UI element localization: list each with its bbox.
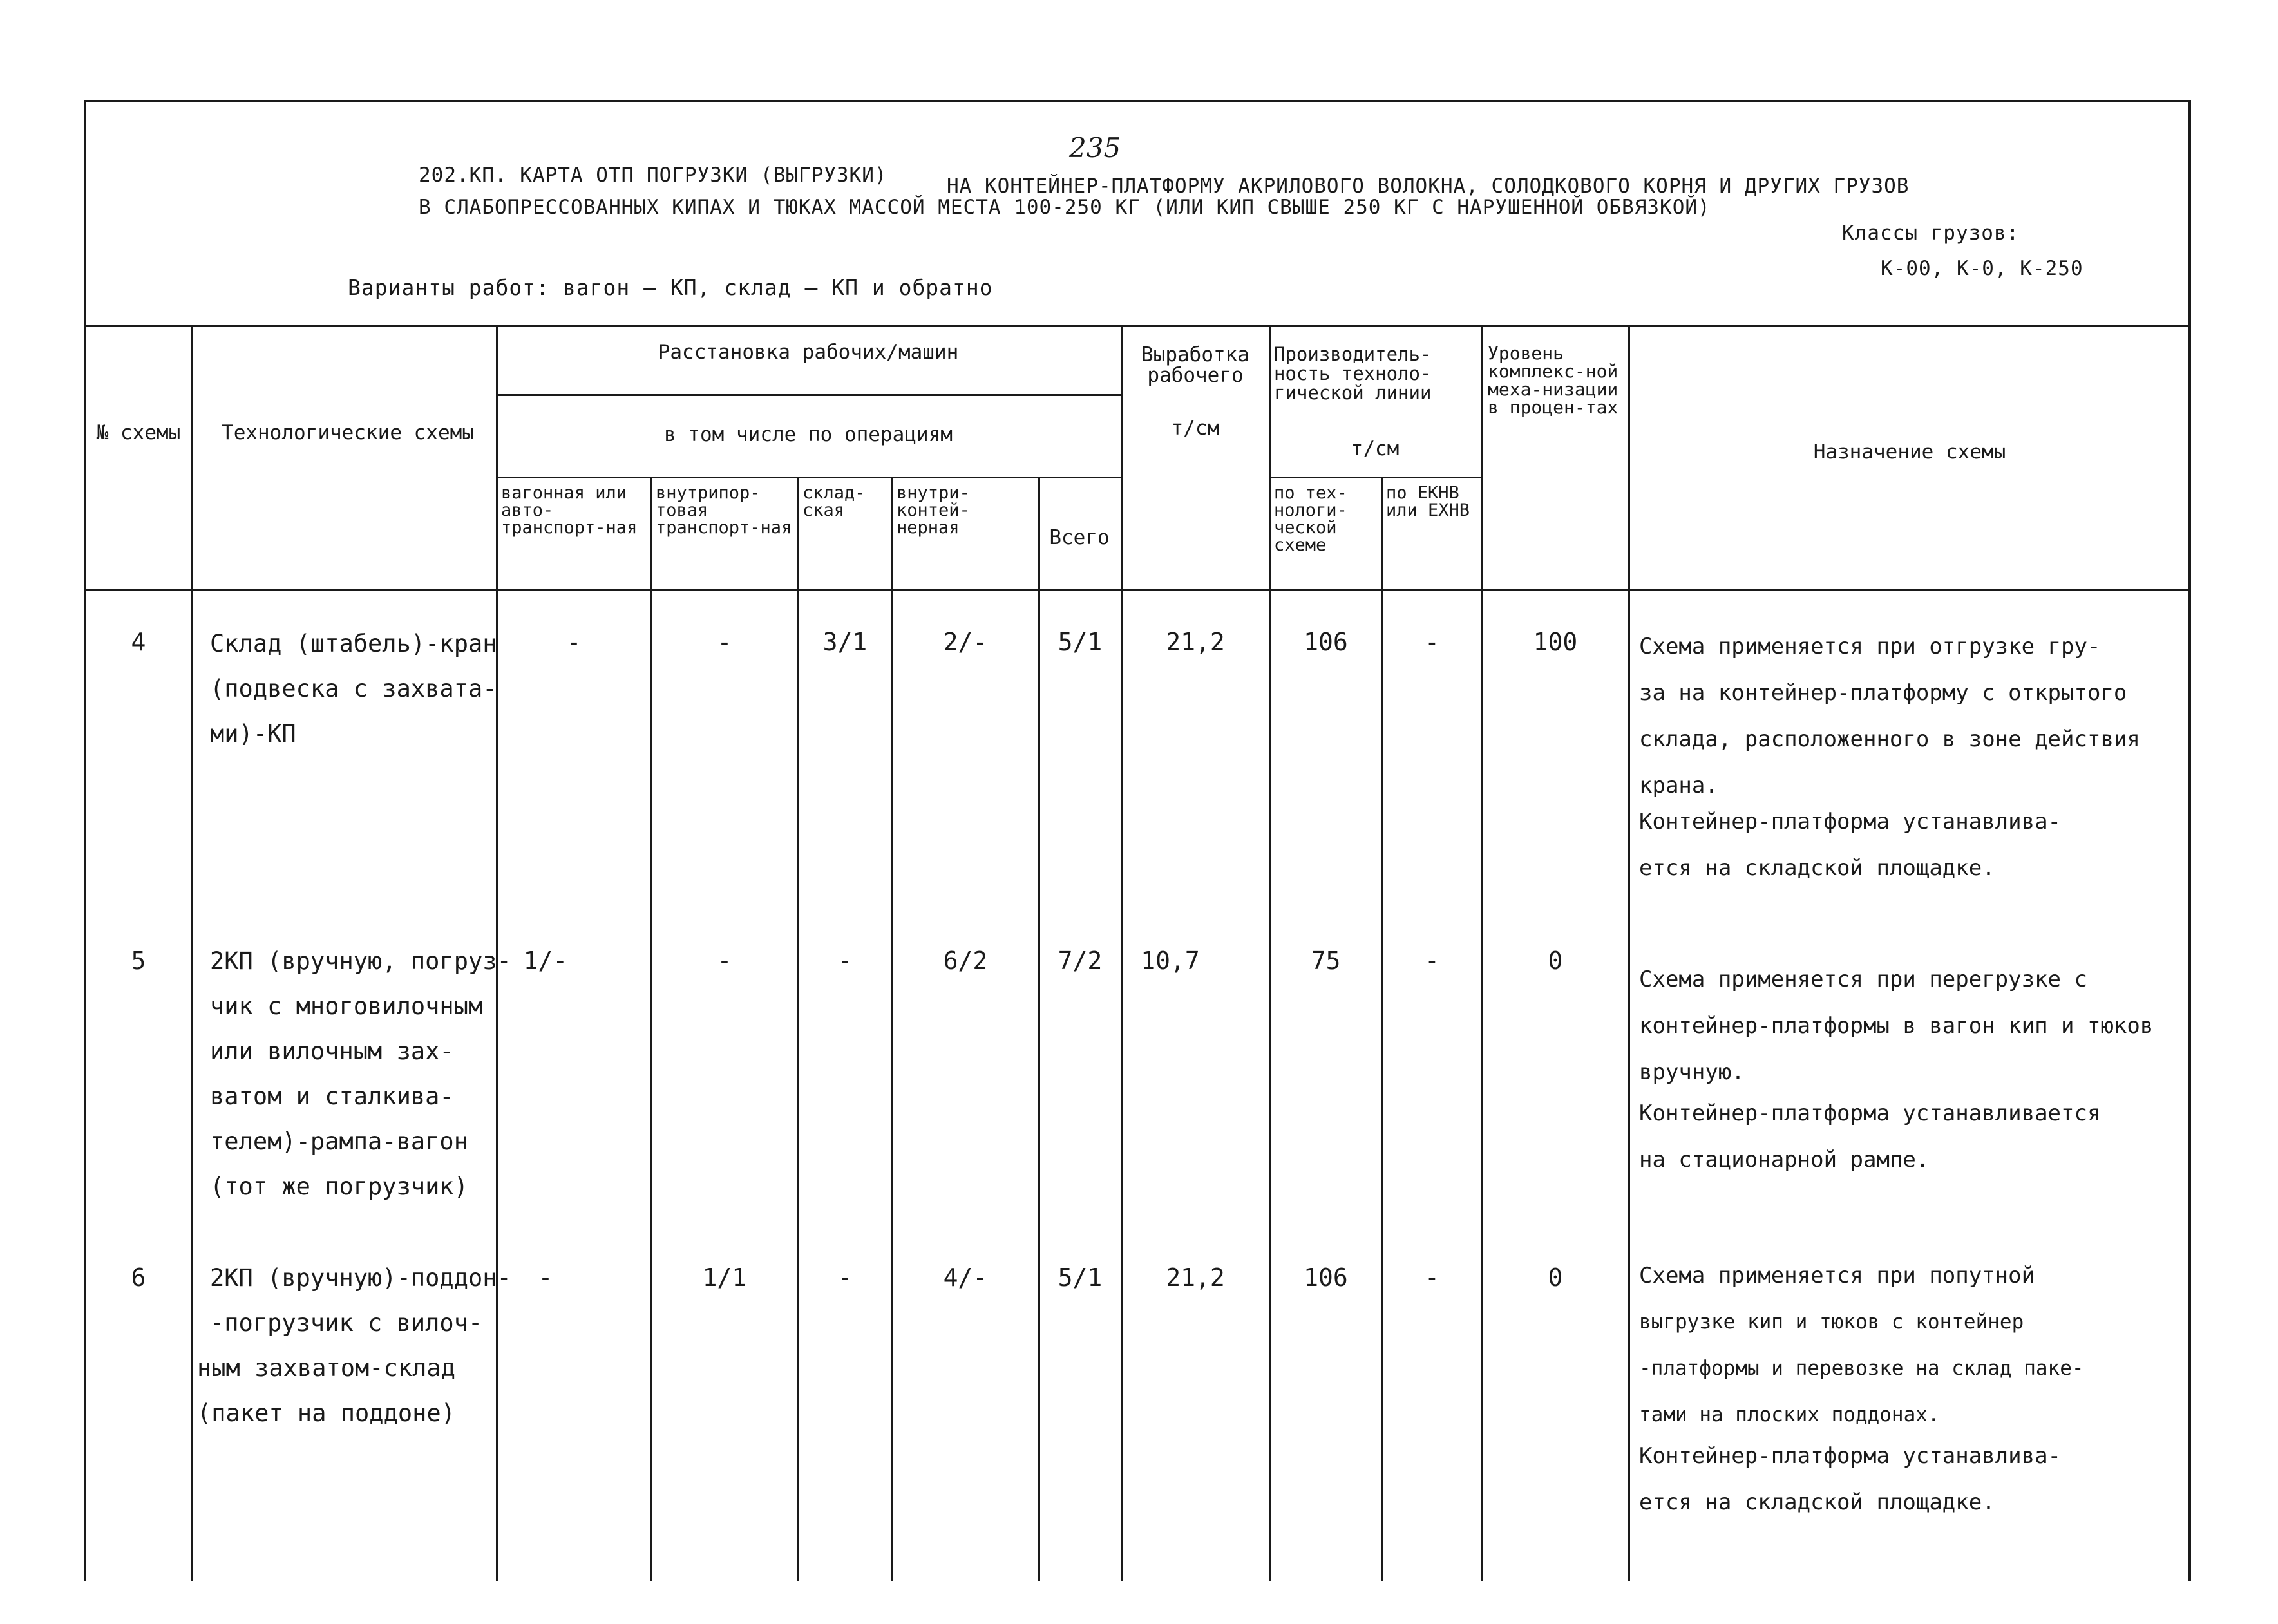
row-scheme-text-line: -погрузчик с вилоч- — [210, 1309, 483, 1337]
header-by-scheme: по тех-нологи-ческой схеме — [1274, 483, 1347, 555]
row-total: 5/1 — [1058, 628, 1103, 656]
row-intraport: 1/1 — [702, 1263, 747, 1292]
header-mechanization: Уровень комплекс-ной меха-низации в процен-тах — [1488, 343, 1618, 418]
row-wagon: - — [566, 628, 582, 656]
row-scheme-text-line: (подвеска с захвата- — [210, 675, 497, 703]
row-purpose-line: крана. — [1639, 773, 1718, 798]
work-variants: Варианты работ: вагон – КП, склад – КП и обратно — [348, 275, 993, 300]
header-purpose: Назначение схемы — [1813, 440, 2006, 464]
row-output: 21,2 — [1166, 628, 1225, 656]
row-scheme-text-line: 2КП (вручную)-поддон- — [210, 1264, 511, 1292]
row-purpose-line: Схема применяется при перегрузке с — [1639, 967, 2087, 992]
col-line-1 — [191, 325, 193, 1581]
frame-right-line — [2188, 100, 2191, 1581]
placement-sub-line — [496, 394, 1121, 396]
row-total: 5/1 — [1058, 1263, 1103, 1292]
row-scheme-no: 5 — [131, 947, 146, 975]
row-purpose-line: на стационарной рампе. — [1639, 1147, 1930, 1173]
row-warehouse: - — [837, 947, 853, 975]
row-purpose-line: выгрузке кип и тюков с контейнер — [1639, 1310, 2024, 1334]
cargo-classes-value: К-00, К-0, К-250 — [1881, 257, 2083, 280]
row-purpose-line: Контейнер-платформа устанавлива- — [1639, 809, 2062, 835]
row-wagon: - — [538, 1263, 553, 1292]
row-scheme-text-line: (пакет на поддоне) — [197, 1399, 455, 1427]
header-by-ekhnv: по ЕКНВ или ЕХНВ — [1386, 483, 1470, 520]
row-by-scheme: 106 — [1304, 1263, 1348, 1292]
header-tech-schemes: Технологические схемы — [222, 421, 474, 444]
row-total: 7/2 — [1058, 947, 1103, 975]
title-line2: В СЛАБОПРЕССОВАННЫХ КИПАХ И ТЮКАХ МАССОЙ МЕСТА 100-250 КГ (ИЛИ КИП СВЫШЕ 250 КГ С НАРУШЕННОЙ ОБВЯЗКОЙ) — [419, 196, 1711, 219]
row-output: 21,2 — [1166, 1263, 1225, 1292]
header-productivity-unit: т/см — [1351, 437, 1400, 460]
header-intracontainer: внутри-контей-нерная — [897, 483, 970, 538]
operations-sub-line — [496, 477, 1121, 478]
row-mechanization: 100 — [1533, 628, 1578, 656]
row-purpose-line: Схема применяется при попутной — [1639, 1263, 2035, 1289]
row-scheme-text-line: телем)-рампа-вагон — [210, 1128, 468, 1155]
row-scheme-text-line: 2КП (вручную, погруз- — [210, 947, 511, 975]
row-purpose-line: ется на складской площадке. — [1639, 855, 1995, 881]
row-by-ekhnv: - — [1425, 947, 1439, 975]
header-output: Выработка рабочего — [1141, 343, 1249, 387]
row-scheme-no: 4 — [131, 628, 146, 656]
row-warehouse: 3/1 — [822, 628, 868, 656]
row-purpose-line: за на контейнер-платформу с открытого — [1639, 680, 2127, 706]
header-intraport: внутрипор-товая транспорт-ная — [656, 483, 792, 538]
frame-top-line — [84, 100, 2190, 102]
row-scheme-no: 6 — [131, 1263, 146, 1292]
frame-left-line — [84, 100, 86, 1581]
row-intracontainer: 4/- — [943, 1263, 988, 1292]
cargo-classes-label: Классы грузов: — [1842, 222, 2020, 245]
header-by-operations: в том числе по операциям — [664, 423, 953, 446]
row-mechanization: 0 — [1548, 947, 1563, 975]
row-by-ekhnv: - — [1425, 628, 1439, 656]
header-placement: Расстановка рабочих/машин — [658, 341, 959, 364]
row-scheme-text-line: или вилочным зах- — [210, 1037, 454, 1065]
row-purpose-line: контейнер-платформы в вагон кип и тюков — [1639, 1013, 2154, 1039]
row-intraport: - — [717, 947, 732, 975]
header-bottom-line — [84, 589, 2191, 591]
row-by-scheme: 75 — [1311, 947, 1341, 975]
row-intracontainer: 6/2 — [943, 947, 988, 975]
header-productivity: Производитель-ность техноло-гической линии — [1274, 343, 1432, 404]
row-by-scheme: 106 — [1304, 628, 1348, 656]
header-warehouse: склад-ская — [802, 483, 866, 520]
row-output: 10,7 — [1141, 947, 1200, 975]
page-number: 235 — [1069, 132, 1121, 164]
row-warehouse: - — [837, 1263, 853, 1292]
row-scheme-text-line: ми)-КП — [210, 720, 296, 748]
row-purpose-line: ется на складской площадке. — [1639, 1489, 1995, 1515]
row-scheme-text-line: Склад (штабель)-кран — [210, 630, 497, 657]
row-scheme-text-line: (тот же погрузчик) — [210, 1173, 468, 1200]
row-purpose-line: склада, расположенного в зоне действия — [1639, 726, 2140, 752]
row-wagon: 1/- — [523, 947, 568, 975]
title-line1-left: 202.КП. КАРТА ОТП ПОГРУЗКИ (ВЫГРУЗКИ) — [419, 164, 887, 187]
table-top-line — [84, 325, 2191, 327]
row-purpose-line: Схема применяется при отгрузке гру- — [1639, 634, 2101, 659]
row-purpose-line: Контейнер-платформа устанавливается — [1639, 1100, 2101, 1126]
header-scheme-no: № схемы — [96, 421, 181, 444]
row-by-ekhnv: - — [1425, 1263, 1439, 1292]
row-scheme-text-line: ватом и сталкива- — [210, 1082, 454, 1110]
row-purpose-line: -платформы и перевозке на склад паке- — [1639, 1357, 2084, 1380]
row-scheme-text-line: ным захватом-склад — [197, 1354, 455, 1382]
row-purpose-line: Контейнер-платформа устанавлива- — [1639, 1443, 2062, 1469]
header-wagon: вагонная или авто-транспорт-ная — [501, 483, 638, 538]
row-scheme-text-line: чик с многовилочным — [210, 992, 483, 1020]
row-purpose-line: тами на плоских поддонах. — [1639, 1403, 1940, 1426]
row-mechanization: 0 — [1548, 1263, 1563, 1292]
productivity-sub-line — [1269, 477, 1481, 478]
row-purpose-line: вручную. — [1639, 1059, 1745, 1085]
row-intraport: - — [717, 628, 732, 656]
header-total: Всего — [1049, 526, 1110, 549]
row-intracontainer: 2/- — [943, 628, 988, 656]
header-output-unit: т/см — [1171, 417, 1220, 440]
title-line1-right: НА КОНТЕЙНЕР-ПЛАТФОРМУ АКРИЛОВОГО ВОЛОКНА, СОЛОДКОВОГО КОРНЯ И ДРУГИХ ГРУЗОВ — [947, 175, 1910, 198]
col-line-11 — [1628, 325, 1630, 1581]
